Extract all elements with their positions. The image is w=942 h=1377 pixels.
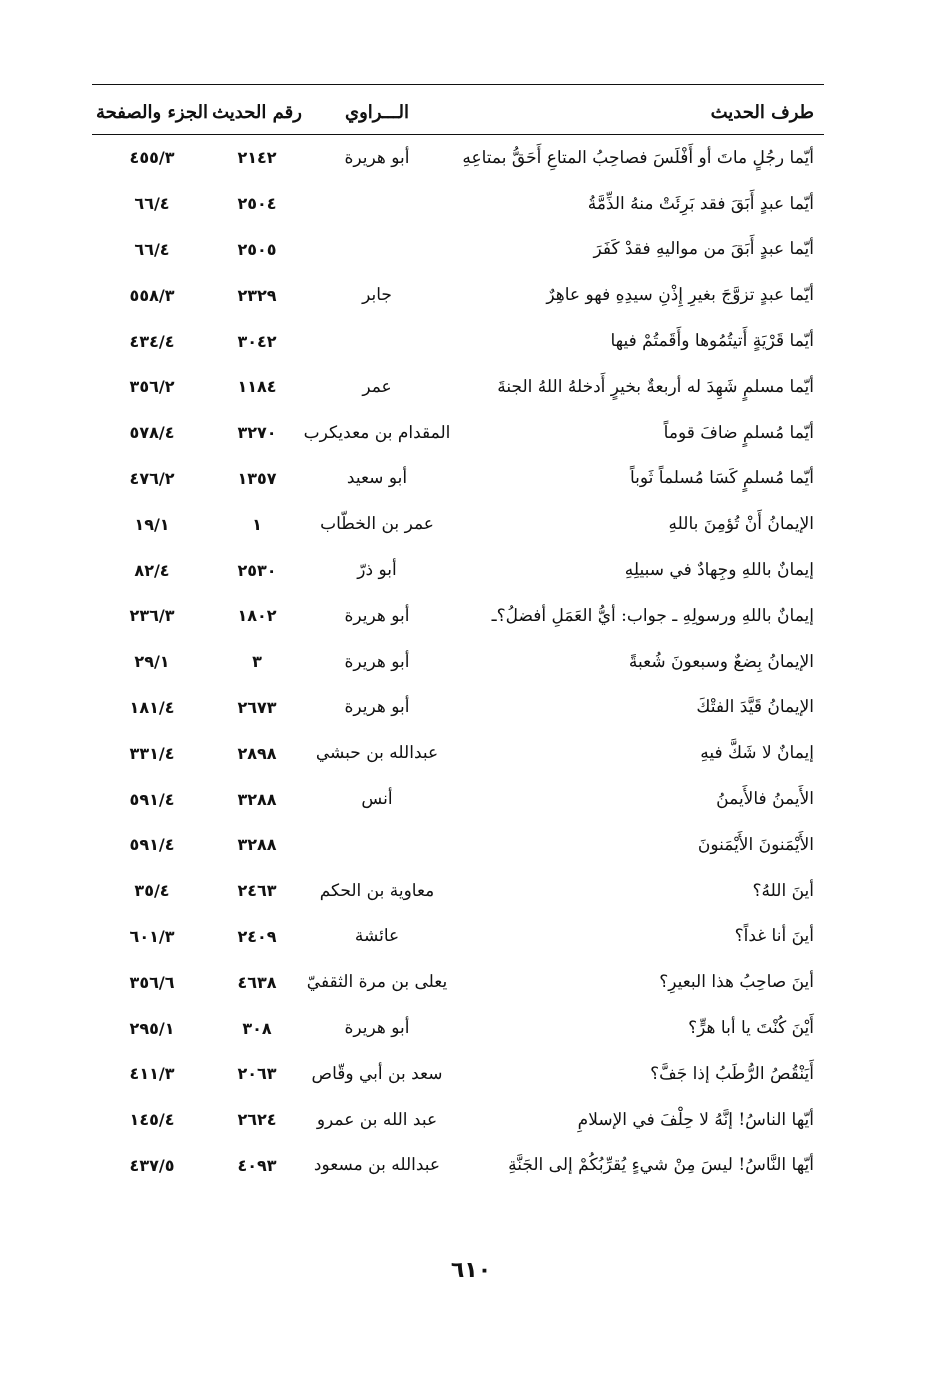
hadith-number: ٣٢٧٠ <box>237 423 277 443</box>
table-row <box>92 868 824 914</box>
hadith-text: أينَ صاحِبُ هذا البعيرِ؟ <box>659 972 814 993</box>
hadith-number: ٤٠٩٣ <box>237 1155 277 1175</box>
hadith-text: الإيمانُ بِضعٌ وسبعونَ شُعبةً <box>628 651 814 672</box>
volume-page: ٤١١/٣ <box>129 1064 175 1084</box>
volume-page: ٣٥٦/٦ <box>129 972 175 992</box>
volume-page: ٤٥٥/٣ <box>129 148 175 168</box>
hadith-number: ٣٢٨٨ <box>237 835 277 855</box>
hadith-text: إيمانٌ لا شَكَّ فيهِ <box>700 743 814 764</box>
header-number: رقم الحديث <box>212 90 302 135</box>
volume-page: ٥٩١/٤ <box>129 835 175 855</box>
volume-page: ٦٦/٤ <box>134 239 170 259</box>
hadith-text: الأَيمنُ فالأَيمنُ <box>716 789 814 810</box>
narrator <box>302 318 452 364</box>
table-row <box>92 501 824 547</box>
volume-page: ٥٥٨/٣ <box>129 285 175 305</box>
narrator: أبو هريرة <box>344 605 410 626</box>
hadith-number: ٢٨٩٨ <box>237 743 277 763</box>
narrator: جابر <box>362 285 392 306</box>
narrator: سعد بن أبي وقّاص <box>311 1063 443 1084</box>
volume-page: ٦٠١/٣ <box>129 926 175 946</box>
narrator <box>302 822 452 868</box>
volume-page: ٤٣٧/٥ <box>129 1155 175 1175</box>
volume-page: ٣٥٦/٢ <box>129 377 175 397</box>
table-row <box>92 272 824 318</box>
hadith-number: ٢٦٢٤ <box>237 1110 277 1130</box>
table-row <box>92 730 824 776</box>
hadith-text: الإيمانُ قَيَّدَ الفتْكَ <box>696 697 814 718</box>
table-row <box>92 410 824 456</box>
narrator: أنس <box>361 789 393 810</box>
narrator: عبدالله بن حبشي <box>315 743 439 764</box>
table-row <box>92 1097 824 1143</box>
narrator: عبدالله بن مسعود <box>313 1155 441 1176</box>
hadith-text: أيّما مُسلمٍ كَسَا مُسلماً ثَوباً <box>629 468 814 489</box>
table-row <box>92 639 824 685</box>
narrator: أبو هريرة <box>344 651 410 672</box>
header-hadith: طرف الحديث <box>452 90 824 135</box>
hadith-text: أينَ أنا غداً؟ <box>734 926 814 947</box>
table-row <box>92 1051 824 1097</box>
narrator: معاوية بن الحكم <box>319 880 435 901</box>
table-row <box>92 318 824 364</box>
narrator: يعلى بن مرة الثقفيّ <box>306 972 448 993</box>
narrator: عبد الله بن عمرو <box>316 1109 438 1130</box>
volume-page: ٢٩٥/١ <box>129 1018 175 1038</box>
table-body <box>92 135 824 1189</box>
table-row <box>92 593 824 639</box>
table-row <box>92 181 824 227</box>
volume-page: ١٨١/٤ <box>129 697 175 717</box>
hadith-number: ٣٠٨ <box>242 1018 272 1038</box>
volume-page: ٤٧٦/٢ <box>129 468 175 488</box>
hadith-number: ٢٤٦٣ <box>237 881 277 901</box>
hadith-number: ٢٤٠٩ <box>237 926 277 946</box>
narrator <box>302 181 452 227</box>
narrator <box>302 227 452 273</box>
hadith-number: ٢٥٠٤ <box>237 194 277 214</box>
volume-page: ٢٩/١ <box>134 652 170 672</box>
hadith-text: أيّما عبدٍ أَبَقَ من مواليهِ فقدْ كَفَرَ <box>593 239 814 260</box>
volume-page: ٤٣٤/٤ <box>129 331 175 351</box>
narrator: عائشة <box>354 926 400 947</box>
header-narrator: الـــراوي <box>302 90 452 135</box>
narrator: أبو هريرة <box>344 147 410 168</box>
top-rule <box>92 84 824 85</box>
narrator: أبو هريرة <box>344 697 410 718</box>
hadith-text: أَيْنَ كُنْتَ يا أبا هرٍّ؟ <box>688 1018 814 1039</box>
table-row <box>92 1005 824 1051</box>
narrator: عمر <box>362 376 392 397</box>
volume-page: ١٩/١ <box>134 514 170 534</box>
hadith-number: ٣٢٨٨ <box>237 789 277 809</box>
volume-page: ٢٣٦/٣ <box>129 606 175 626</box>
narrator: أبو ذرّ <box>357 560 397 581</box>
table-row <box>92 456 824 502</box>
hadith-number: ٢٣٢٩ <box>237 285 277 305</box>
hadith-number: ١٣٥٧ <box>237 468 277 488</box>
hadith-text: أيّما مسلمٍ شَهِدَ له أربعةٌ بخيرٍ أَدخلهُ اللهُ الجنةَ <box>497 376 814 397</box>
hadith-text: إيمانٌ باللهِ ورسولِهِ ـ جواب: أيُّ العَمَلِ أفضلُ؟ـ <box>491 605 814 626</box>
hadith-text: أيّما قَرْيَةٍ أَتيتُمُوها وأَقَمتُمْ فيها <box>610 331 814 352</box>
narrator: المقدام بن معديكرب <box>303 422 451 443</box>
hadith-text: أيّها الناسُ! إنَّهُ لا حِلْفَ في الإسلامِ <box>577 1109 814 1130</box>
volume-page: ٨٢/٤ <box>134 560 170 580</box>
narrator: عمر بن الخطّاب <box>320 514 434 535</box>
hadith-number: ٢٥٣٠ <box>237 560 277 580</box>
table-row <box>92 1143 824 1189</box>
volume-page: ٦٦/٤ <box>134 194 170 214</box>
hadith-text: أينَ اللهُ؟ <box>752 880 814 901</box>
hadith-number: ١١٨٤ <box>237 377 277 397</box>
hadith-number: ٢٦٧٣ <box>237 697 277 717</box>
hadith-number: ٣ <box>252 652 262 672</box>
hadith-text: أيّما عبدٍ تزوَّجَ بغيرِ إِذْنِ سيدِهِ فهو عاهِرٌ <box>546 285 814 306</box>
table-header <box>92 90 824 135</box>
hadith-index-table <box>92 90 824 1188</box>
table-row <box>92 547 824 593</box>
table-row <box>92 822 824 868</box>
table-row <box>92 776 824 822</box>
table-row <box>92 364 824 410</box>
hadith-text: أيّما رجُلٍ ماتَ أو أَفْلَسَ فصاحِبُ المتاعِ أَحَقُّ بمتاعِهِ <box>462 147 814 168</box>
volume-page: ٥٩١/٤ <box>129 789 175 809</box>
header-page: الجزء والصفحة <box>92 90 212 135</box>
narrator: أبو هريرة <box>344 1018 410 1039</box>
hadith-text: أيّها النَّاسُ! ليسَ مِنْ شيءٍ يُقرِّبُكُمْ إلى الجَنَّةِ <box>508 1155 814 1176</box>
hadith-number: ٣٠٤٢ <box>237 331 277 351</box>
volume-page: ٥٧٨/٤ <box>129 423 175 443</box>
table-row <box>92 685 824 731</box>
header-row <box>92 90 824 135</box>
volume-page: ١٤٥/٤ <box>129 1110 175 1130</box>
hadith-text: أيّما مُسلمٍ ضافَ قوماً <box>663 422 814 443</box>
hadith-number: ١٨٠٢ <box>237 606 277 626</box>
hadith-text: أيّما عبدٍ أَبَقَ فقد بَرِئَتْ منهُ الذِّمَّةُ <box>587 193 814 214</box>
hadith-number: ٢٠٦٣ <box>237 1064 277 1084</box>
table-row <box>92 959 824 1005</box>
hadith-number: ٤٦٣٨ <box>237 972 277 992</box>
hadith-text: الإيمانُ أَنْ تُؤمِنَ باللهِ <box>668 514 814 535</box>
table-row <box>92 135 824 181</box>
volume-page: ٣٥/٤ <box>134 881 170 901</box>
table-row <box>92 914 824 960</box>
hadith-text: إيمانٌ باللهِ وجِهادٌ في سبيلِهِ <box>624 560 814 581</box>
volume-page: ٣٣١/٤ <box>129 743 175 763</box>
page-number: ٦١٠ <box>450 1258 492 1283</box>
table-row <box>92 227 824 273</box>
hadith-text: الأَيْمَنونَ الأَيْمَنونَ <box>697 834 814 855</box>
hadith-text: أَيَنْقُصُ الرُّطَبُ إذا جَفَّ؟ <box>650 1063 814 1084</box>
hadith-number: ٢٥٠٥ <box>237 239 277 259</box>
hadith-number: ٢١٤٢ <box>237 148 277 168</box>
narrator: أبو سعيد <box>346 468 408 489</box>
hadith-number: ١ <box>252 514 262 534</box>
